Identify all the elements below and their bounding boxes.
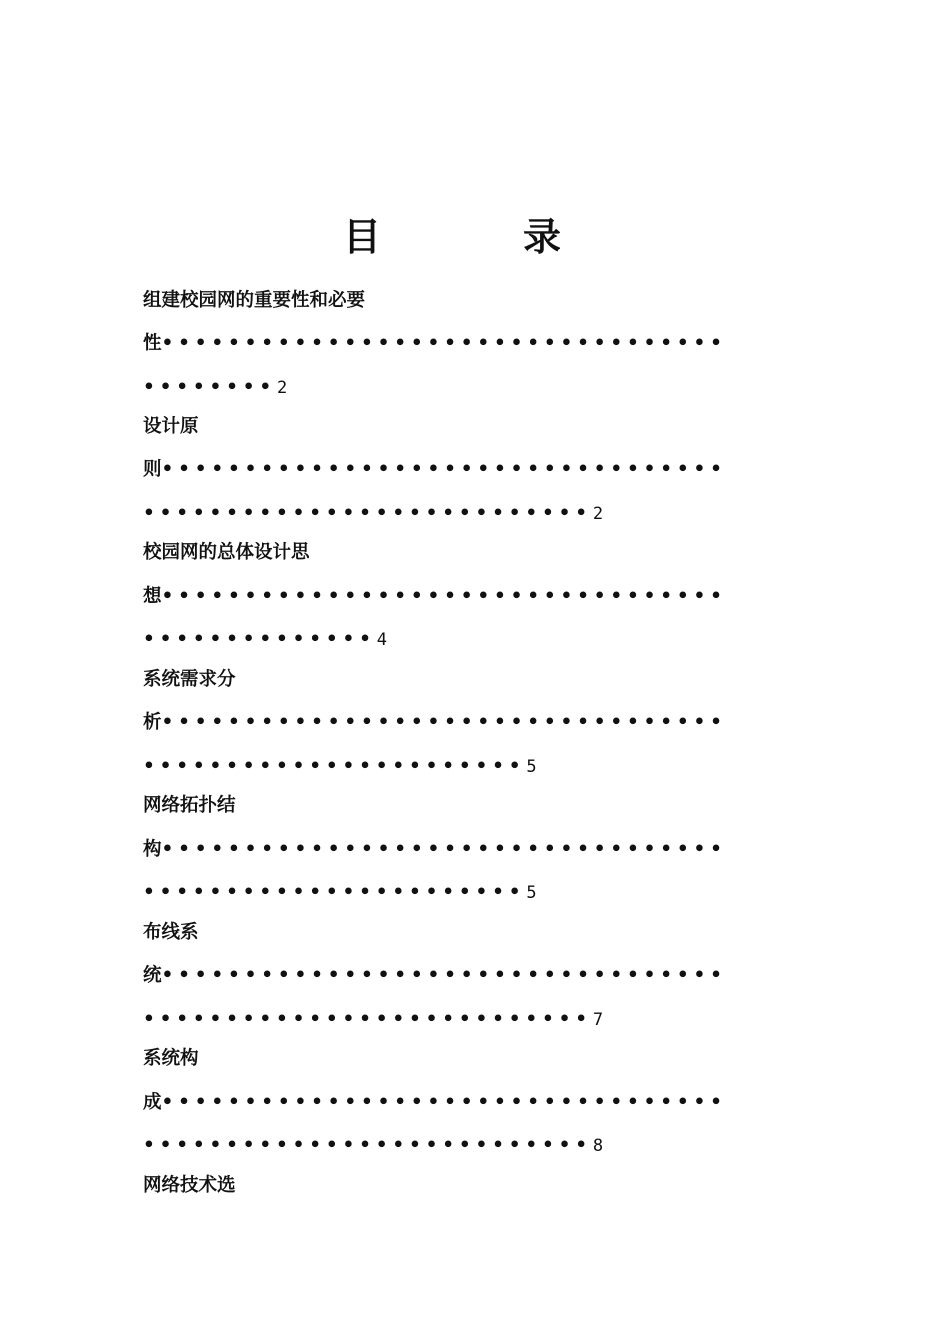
toc-entry-title: 校园网的总体设计思 [143, 542, 310, 563]
toc-dot-leader: ••••••••••••••••••••••••••• [143, 1009, 592, 1030]
toc-entry-leader-line [143, 582, 727, 612]
toc-dot-leader: •••••••••••••••••••••••••••••••••• [161, 839, 727, 860]
toc-entry-title: 网络拓扑结 [143, 795, 236, 816]
toc-dot-leader: ••••••••••••••••••••••••••• [143, 503, 592, 524]
toc-dot-leader: •••••••• [143, 377, 276, 398]
toc-page-number: 7 [592, 1010, 604, 1030]
toc-entry-page-line [143, 1131, 603, 1161]
toc-entry-title-end: 成 [143, 1092, 162, 1113]
toc-entry-page-line [143, 625, 387, 655]
toc-entry-leader-line [143, 1088, 727, 1118]
toc-entry-title-end: 性 [143, 333, 162, 354]
toc-entry-leader-line [143, 455, 727, 485]
toc-dot-leader: •••••••••••••••••••••••••••••••••• [161, 586, 727, 607]
toc-entry-title: 网络技术选 [143, 1175, 236, 1196]
toc-dot-leader: ••••••••••••••••••••••• [143, 756, 526, 777]
toc-entry-title: 布线系 [143, 922, 199, 943]
toc-entry-title-end: 析 [143, 712, 162, 733]
toc-entry-page-line [143, 1005, 603, 1035]
toc-entry-page-line [143, 752, 537, 782]
toc-dot-leader: ••••••••••••••••••••••• [143, 882, 526, 903]
toc-title: 目 录 [342, 215, 613, 259]
toc-page-number: 5 [526, 883, 537, 903]
toc-dot-leader: •••••••••••••• [143, 629, 376, 650]
toc-entry-leader-line [143, 835, 727, 865]
toc-page-number: 4 [376, 630, 387, 650]
toc-entry-title: 组建校园网的重要性和必要 [143, 290, 366, 311]
toc-page-number: 2 [277, 378, 288, 398]
toc-page-number: 5 [526, 757, 537, 777]
toc-entry-title-end: 想 [143, 586, 162, 607]
toc-entry-page-line [143, 499, 603, 529]
toc-entry-title-end: 则 [143, 459, 162, 480]
toc-entry-title: 系统构 [143, 1048, 199, 1069]
toc-entry-leader-line [143, 708, 727, 738]
toc-entry-title-end: 统 [143, 965, 162, 986]
toc-page-number: 2 [592, 504, 604, 524]
toc-entry-leader-line [143, 329, 727, 359]
toc-entry-page-line [143, 373, 287, 403]
toc-entry-title-end: 构 [143, 839, 162, 860]
toc-dot-leader: •••••••••••••••••••••••••••••••••• [161, 333, 727, 354]
toc-dot-leader: •••••••••••••••••••••••••••••••••• [161, 459, 727, 480]
toc-page-number: 8 [592, 1136, 604, 1156]
toc-entry-title: 系统需求分 [143, 669, 236, 690]
toc-entry-leader-line [143, 961, 727, 991]
toc-dot-leader: •••••••••••••••••••••••••••••••••• [161, 712, 727, 733]
toc-dot-leader: ••••••••••••••••••••••••••• [143, 1135, 592, 1156]
toc-entry-title: 设计原 [143, 416, 199, 437]
toc-entry-page-line [143, 878, 537, 908]
toc-dot-leader: •••••••••••••••••••••••••••••••••• [161, 1092, 727, 1113]
toc-dot-leader: •••••••••••••••••••••••••••••••••• [161, 965, 727, 986]
